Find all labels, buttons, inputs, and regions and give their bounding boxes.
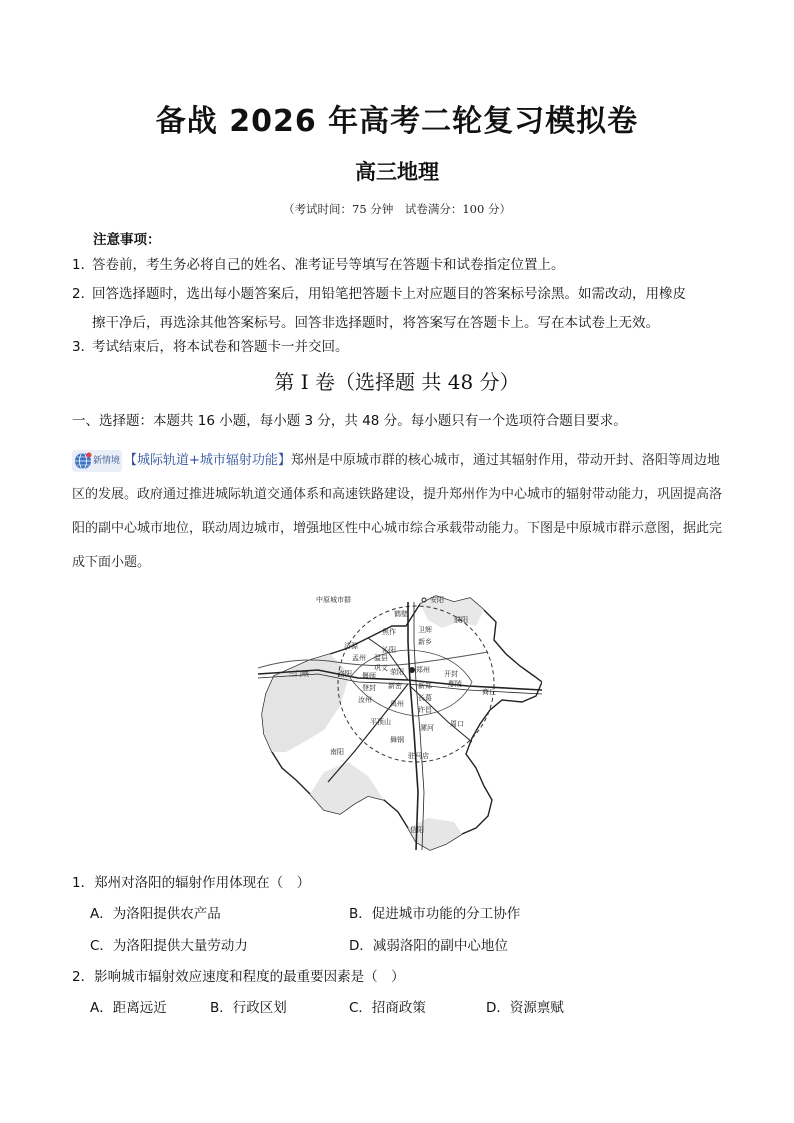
city-xinzheng: 新郑 <box>418 682 432 690</box>
q2-option-c: C．招商政策 <box>349 1000 426 1016</box>
city-luoyang: 洛阳 <box>338 670 352 678</box>
notice-text-cont: 擦干净后，再选涂其他答案标号。回答非选择题时，将答案写在答题卡上。写在本试卷上无效。 <box>92 315 659 331</box>
yellow-river <box>258 652 488 668</box>
notice-num: 1． <box>72 257 95 273</box>
city-qinyang: 沁阳 <box>382 646 396 654</box>
city-xinmi: 新密 <box>388 682 402 690</box>
city-mengzhou: 孟州 <box>352 654 366 662</box>
city-wenxian: 温县 <box>374 654 388 662</box>
q2-option-a: A．距离远近 <box>90 1000 167 1016</box>
notice-text: 回答选择题时，选出每小题答案后，用铅笔把答题卡上对应题目的答案标号涂黑。如需改动，用橡皮 <box>92 286 686 302</box>
map-title: 中原城市群 <box>316 596 351 604</box>
city-yuzhou: 禹州 <box>390 700 404 708</box>
city-yanshi: 偃师 <box>362 672 376 680</box>
q2-option-b: B．行政区划 <box>210 1000 287 1016</box>
notice-item-1 <box>72 251 732 280</box>
section-title: 第 I 卷（选择题 共 48 分） <box>274 370 520 394</box>
q1-option-b: B．促进城市功能的分工协作 <box>349 906 521 922</box>
city-wugang: 舞钢 <box>390 736 404 744</box>
city-zhoukou: 周口 <box>450 720 464 728</box>
city-xuchang: 许昌 <box>418 706 432 714</box>
city-nanyang: 南阳 <box>330 748 344 756</box>
q2-option-d: D．资源禀赋 <box>486 1000 564 1016</box>
mountain-shading-west <box>262 654 350 752</box>
railway-north-south <box>408 602 418 850</box>
city-luohe: 漯河 <box>420 724 434 732</box>
exam-info: （考试时间：75 分钟 试卷满分：100 分） <box>283 202 511 216</box>
notice-title: 注意事项： <box>93 232 161 248</box>
city-shangqiu: 商丘 <box>482 688 496 696</box>
notice-text: 答卷前，考生务必将自己的姓名、准考证号等填写在答题卡和试卷指定位置上。 <box>92 257 565 273</box>
city-ruzhou: 汝州 <box>358 696 372 704</box>
central-plains-city-cluster-map <box>258 582 542 856</box>
city-yanling: 鄢陵 <box>448 680 462 688</box>
notice-num: 2． <box>72 286 95 302</box>
city-jiyuan: 济源 <box>344 642 358 650</box>
badge-label: 新情境 <box>92 455 120 466</box>
city-xinxiang: 新乡 <box>418 638 432 646</box>
mountain-shading-south <box>310 762 384 814</box>
city-xingyang: 荥阳 <box>390 668 404 676</box>
context-paragraph <box>72 444 724 580</box>
question-1: 1．郑州对洛阳的辐射作用体现在（ ） <box>72 875 311 891</box>
globe-icon <box>74 452 92 470</box>
subject-title: 高三地理 <box>355 160 439 184</box>
map-svg <box>258 582 542 856</box>
city-kaifeng: 开封 <box>444 670 458 678</box>
q1-option-c: C．为洛阳提供大量劳动力 <box>90 938 248 954</box>
city-zhumadian: 驻马店 <box>408 752 429 760</box>
q1-option-a: A．为洛阳提供农产品 <box>90 906 221 922</box>
city-weihui: 卫辉 <box>418 626 432 634</box>
city-hebi: 鹤壁 <box>394 610 408 618</box>
city-pingdingshan: 平顶山 <box>370 718 391 726</box>
city-zhengzhou: 郑州 <box>416 666 430 674</box>
notice-num: 3． <box>72 339 95 355</box>
notice-text: 考试结束后，将本试卷和答题卡一并交回。 <box>92 339 349 355</box>
q1-option-d: D．减弱洛阳的副中心地位 <box>349 938 508 954</box>
city-anyang: 安阳 <box>430 596 444 604</box>
notice-item-3 <box>72 333 732 362</box>
city-gongyi: 巩义 <box>374 664 388 672</box>
context-text: 郑州是中原城市群的核心城市，通过其辐射作用，带动开封、洛阳等周边地区的发展。政府通过推进城际轨道交通体系和高速铁路建设，提升郑州作为中心城市的辐射带动能力，巩固提高洛阳的副中心城市地位，联动周边城市，增强地区性中心城市综合承载带动能力。下图是中原城市群示意图，据此完成下面小题。 <box>72 453 723 570</box>
city-jiaozuo: 焦作 <box>382 628 396 636</box>
new-context-badge <box>72 450 122 472</box>
city-puyang: 濮阳 <box>454 616 468 624</box>
exam-title: 备战 2026 年高考二轮复习模拟卷 <box>155 104 639 139</box>
city-dengfeng: 登封 <box>362 684 376 692</box>
city-sanmenxia: 三门峡 <box>288 670 309 678</box>
city-xinyang: 信阳 <box>410 826 424 834</box>
section-intro: 一、选择题：本题共 16 小题，每小题 3 分，共 48 分。每小题只有一个选项符合题目要求。 <box>72 413 627 429</box>
city-changge: 长葛 <box>418 694 432 702</box>
notice-item-2 <box>72 280 732 338</box>
question-2: 2．影响城市辐射效应速度和程度的最重要因素是（ ） <box>72 969 405 985</box>
topic-tag: 【城际轨道+城市辐射功能】 <box>124 453 291 468</box>
